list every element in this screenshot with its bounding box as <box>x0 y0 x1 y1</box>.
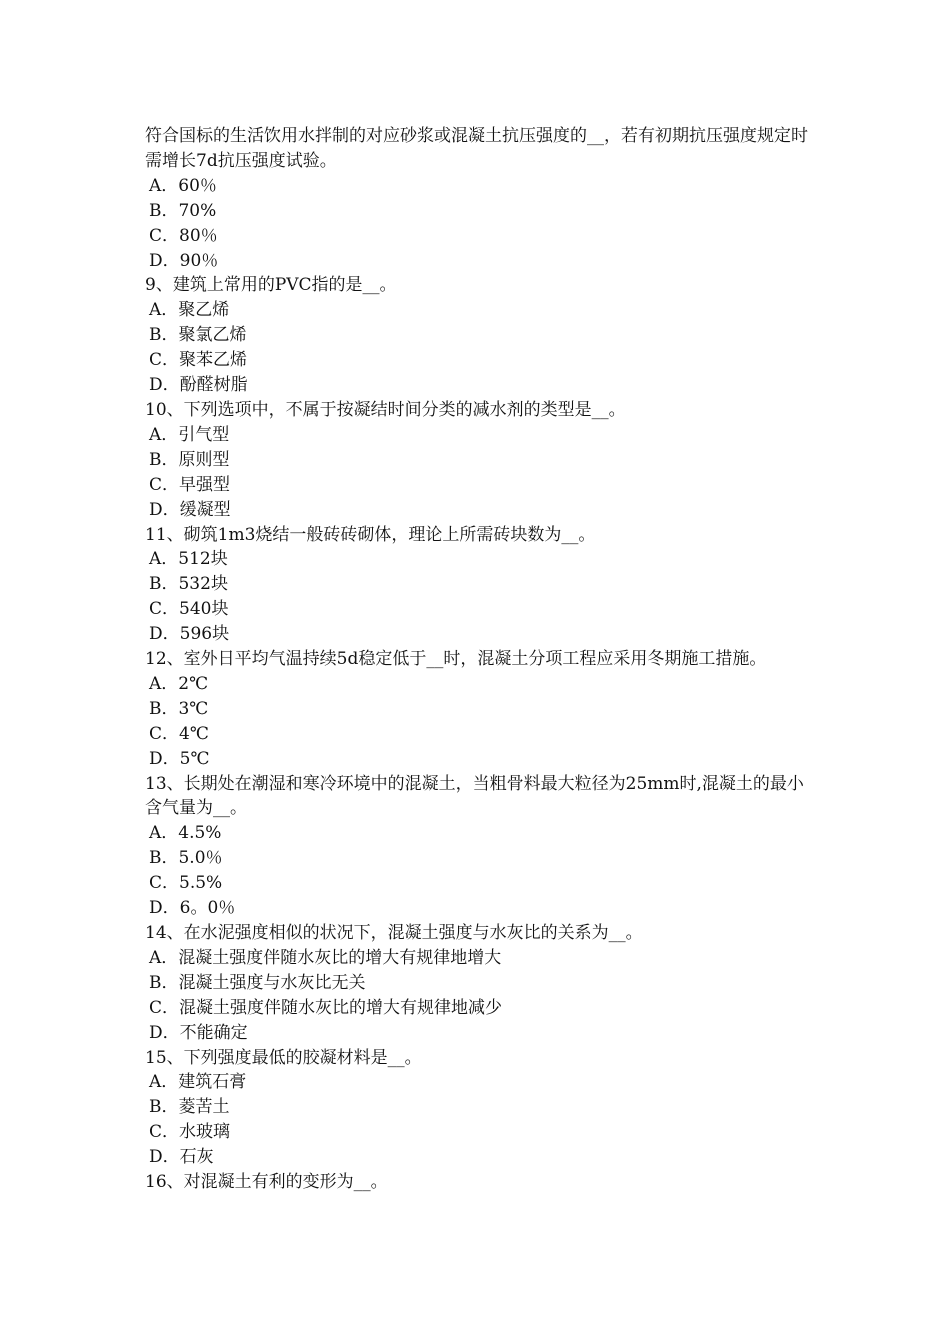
answer-option: D．6。0％ <box>149 898 236 919</box>
answer-option: A．引气型 <box>149 424 230 445</box>
answer-option: C．早强型 <box>149 474 231 495</box>
answer-option: A．2℃ <box>149 673 209 694</box>
document-page <box>145 124 810 1195</box>
answer-option: B．3℃ <box>149 698 209 719</box>
answer-option: A．混凝土强度伴随水灰比的增大有规律地增大 <box>149 947 502 968</box>
answer-option: B．5.0％ <box>149 848 223 869</box>
answer-option: D．酚醛树脂 <box>149 375 248 396</box>
question-text: 12、室外日平均气温持续5d稳定低于__时，混凝土分项工程应采用冬期施工措施。 <box>145 649 767 670</box>
answer-option: C．80％ <box>149 225 218 246</box>
answer-option: C．540块 <box>149 599 229 620</box>
answer-option: C．混凝土强度伴随水灰比的增大有规律地减少 <box>149 997 503 1018</box>
answer-option: B．原则型 <box>149 449 230 470</box>
question-text: 9、建筑上常用的PVC指的是__。 <box>145 275 397 296</box>
question-text: 15、下列强度最低的胶凝材料是__。 <box>145 1047 422 1068</box>
answer-option: D．缓凝型 <box>149 499 231 520</box>
answer-option: A．建筑石膏 <box>149 1072 247 1093</box>
answer-option: B．532块 <box>149 574 228 595</box>
answer-option: A．512块 <box>149 549 228 570</box>
question-text: 11、砌筑1m3烧结一般砖砖砌体，理论上所需砖块数为__。 <box>145 524 596 545</box>
answer-option: D．90％ <box>149 250 219 271</box>
answer-option: C．水玻璃 <box>149 1122 231 1143</box>
answer-option: C．4℃ <box>149 723 209 744</box>
answer-option: D．石灰 <box>149 1147 214 1168</box>
answer-option: B．混凝土强度与水灰比无关 <box>149 972 366 993</box>
question-text: 14、在水泥强度相似的状况下，混凝土强度与水灰比的关系为__。 <box>145 923 643 943</box>
question-text: 13、长期处在潮湿和寒冷环境中的混凝土，当粗骨料最大粒径为25mm时,混凝土的最小含气量为__。 <box>145 773 804 819</box>
answer-option: B．聚氯乙烯 <box>149 325 247 346</box>
answer-option: D．5℃ <box>149 748 210 769</box>
answer-option: C．聚苯乙烯 <box>149 350 248 371</box>
answer-option: C．5.5% <box>149 873 223 894</box>
answer-option: A．4.5% <box>149 823 222 844</box>
question-text: 符合国标的生活饮用水拌制的对应砂浆或混凝土抗压强度的__，若有初期抗压强度规定时需增长7d抗压强度试验。 <box>145 126 808 171</box>
question-text: 16、对混凝土有利的变形为__。 <box>145 1172 388 1193</box>
answer-option: A．60％ <box>149 175 217 196</box>
question-text: 10、下列选项中，不属于按凝结时间分类的减水剂的类型是__。 <box>145 399 626 420</box>
answer-option: B．菱苦土 <box>149 1097 230 1118</box>
answer-option: D．596块 <box>149 624 230 645</box>
answer-option: D．不能确定 <box>149 1022 248 1043</box>
answer-option: B．70% <box>149 200 217 221</box>
answer-option: A．聚乙烯 <box>149 300 230 321</box>
